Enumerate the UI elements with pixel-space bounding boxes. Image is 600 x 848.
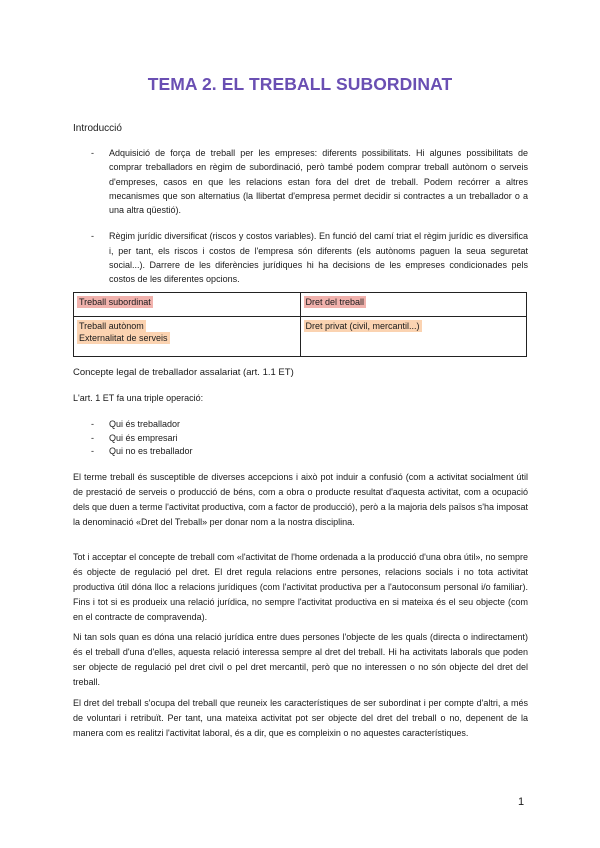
intro-bullet-1 [73, 146, 528, 217]
paragraph-3: Ni tan sols quan es dóna una relació jurídica entre dues persones l'objecte de les quals (directa o indirectament) és el treball d'una d'elles, aquesta relació interessa sempre al dret del treball. Hi ha activitats laborals que poden ser objecte de regulació pel dret civil o pel dret mercantil, però que no interessen o no són objecte del dret del treball. [73, 632, 528, 687]
table-row [74, 317, 527, 357]
highlight-dret-del-treball: Dret del treball [305, 297, 365, 307]
highlight-treball-subordinat: Treball subordinat [79, 297, 151, 307]
dash-marker: - [91, 446, 94, 456]
intro-bullet-text: Règim jurídic diversificat (riscos y costos variables). En funció del camí triat el règim jurídic es diversifica i, per tant, els riscos i costos de l'empresa són diferents (els autònoms paguen la seua seguretat social...). Darrere de les diferències jurídiques hi ha decisions de les empreses condicionades pels costos de les diferentes opcions. [109, 231, 528, 285]
paragraph-1: El terme treball és susceptible de diverses accepcions i això pot induir a confusió (com a activitat socialment útil de prestació de serveis o producció de béns, com a obra o producte resultat d'aquesta activitat, com a ocupació dels que duen a terme l'activitat productiva, com a factor de producció), però a la majoria dels països s'ha imposat la denominació «Dret del Treball» per donar nom a la nostra disciplina. [73, 472, 528, 527]
table-cell [74, 317, 301, 357]
highlight-treball-autonom: Treball autònom [79, 321, 144, 331]
page-number: 1 [518, 796, 525, 808]
paragraph-2: Tot i acceptar el concepte de treball com «l'activitat de l'home ordenada a la producció d'una obra útil», no sempre és objecte de regulació pel dret. El dret regula relacions entre persones, relacions socials i no tota activitat productiva útil dóna lloc a relacions jurídiques (com l'activitat productiva per a l'autoconsum personal i/o familiar). Fins i tot si es produeix una relació jurídica, no sempre l'activitat productiva en si mateixa és el seu objecte (com en el contracte de compravenda). [73, 552, 528, 622]
highlight-externalitat: Externalitat de serveis [79, 333, 168, 343]
list-item-text: Qui és empresari [109, 432, 178, 443]
list-item [73, 445, 193, 459]
highlight-dret-privat: Dret privat (civil, mercantil...) [305, 321, 420, 331]
table-cell [300, 317, 527, 357]
art-intro: L'art. 1 ET fa una triple operació: [73, 393, 204, 403]
dash-marker: - [91, 432, 94, 443]
intro-bullet-list [73, 146, 528, 299]
intro-bullet-2 [73, 229, 528, 286]
comparison-table [73, 292, 527, 357]
dash-marker: - [91, 148, 94, 158]
concept-heading: Concepte legal de treballador assalariat (art. 1.1 ET) [73, 367, 294, 378]
intro-heading: Introducció [73, 123, 122, 134]
list-item-text: Qui no es treballador [109, 446, 193, 456]
list-item [73, 432, 193, 446]
page-title: TEMA 2. EL TREBALL SUBORDINAT [147, 74, 453, 94]
table-cell [300, 293, 527, 317]
triple-operation-list [73, 418, 193, 459]
paragraph-4: El dret del treball s'ocupa del treball que reuneix les característiques de ser subordinat i per compte d'altri, a més de voluntari i retribuït. Per tant, una mateixa activitat pot ser objecte del dret del treball o no, depenent de la manera com es realitzi l'activitat laboral, és a dir, que es compleixin o no aquestes característiques. [73, 698, 528, 738]
list-item-text: Qui és treballador [109, 419, 181, 429]
intro-bullet-text: Adquisició de força de treball per les empreses: diferents possibilitats. Hi algunes possibilitats de comprar treballadors en règim de subordinació, però també podem comprar treball autònom o serveis d'empreses, casos en que les relacions estan fora del dret de treball. Podem recórrer a altres mecanismes que son alternatius (la llibertat d'empresa permet decidir si contractes a un treballador o a una altra qüestió). [109, 148, 528, 216]
list-item [73, 418, 193, 432]
dash-marker: - [91, 419, 94, 429]
table-cell [74, 293, 301, 317]
table-row [74, 293, 527, 317]
dash-marker: - [91, 231, 94, 242]
